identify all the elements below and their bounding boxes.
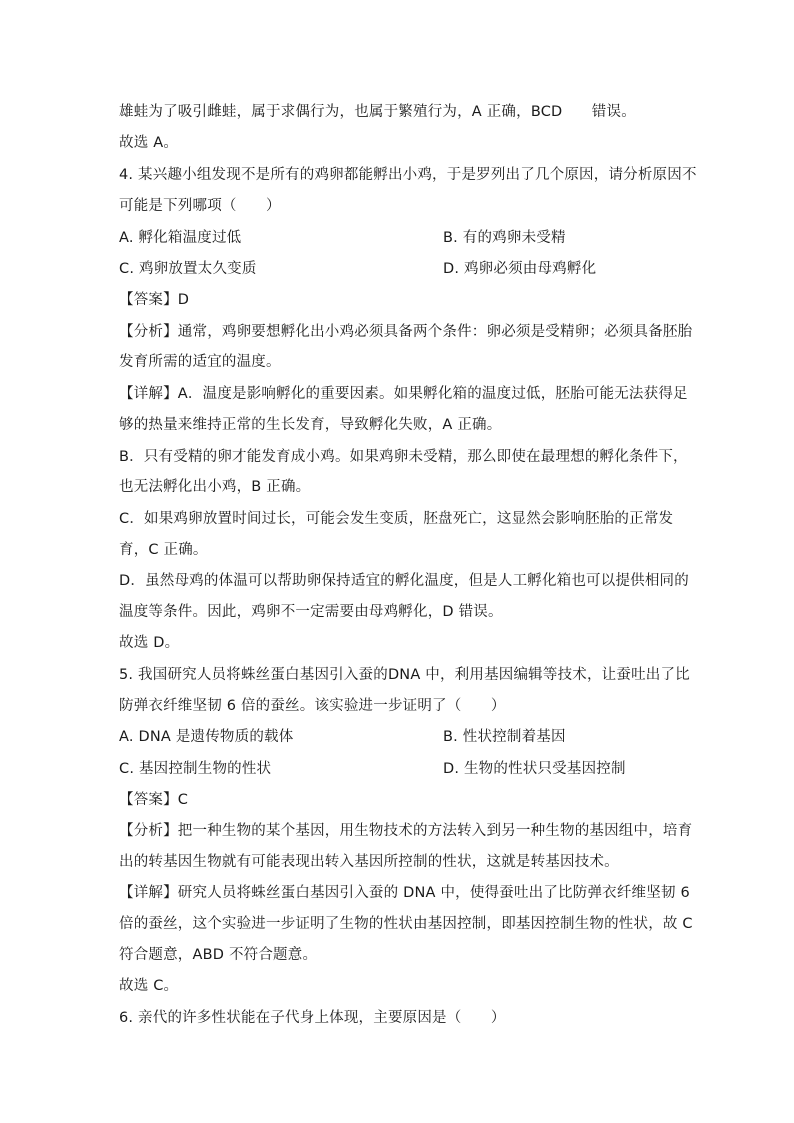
detail-text: 符合题意，ABD 不符合题意。 — [119, 947, 318, 963]
analysis-text: 【分析】把一种生物的某个基因，用生物技术的方法转入到另一种生物的基因组中，培育 — [119, 823, 693, 839]
answer-label: 【答案】C — [119, 792, 189, 808]
detail-text: 温度等条件。因此，鸡卵不一定需要由母鸡孵化，D 错误。 — [119, 604, 503, 620]
detail-text: 育，C 正确。 — [119, 542, 208, 558]
text-line: 雄蛙为了吸引雌蛙，属于求偶行为，也属于繁殖行为，A 正确，BCD 错误。 — [119, 104, 636, 120]
detail-text: 【详解】A．温度是影响孵化的重要因素。如果孵化箱的温度过低，胚胎可能无法获得足 — [119, 386, 688, 402]
conclusion-text: 故选 C。 — [119, 978, 179, 994]
text-line: 故选 A。 — [119, 135, 179, 151]
question-4-option-b: B. 有的鸡卵未受精 — [443, 230, 566, 246]
question-5-option-d: D. 生物的性状只受基因控制 — [443, 761, 626, 777]
question-5-option-a: A. DNA 是遗传物质的载体 — [119, 729, 294, 745]
question-4-option-d: D. 鸡卵必须由母鸡孵化 — [443, 261, 597, 277]
detail-text: 【详解】研究人员将蛛丝蛋白基因引入蚕的 DNA 中，使得蚕吐出了比防弹衣纤维坚韧 6 — [119, 885, 690, 901]
question-6-stem: 6. 亲代的许多性状能在子代身上体现，主要原因是（ ） — [119, 1010, 506, 1026]
detail-text: C．如果鸡卵放置时间过长，可能会发生变质，胚盘死亡，这显然会影响胚胎的正常发 — [119, 511, 674, 527]
conclusion-text: 故选 D。 — [119, 635, 180, 651]
question-4-option-c: C. 鸡卵放置太久变质 — [119, 261, 257, 277]
analysis-text: 发育所需的适宜的温度。 — [119, 354, 281, 370]
analysis-text: 【分析】通常，鸡卵要想孵化出小鸡必须具备两个条件：卵必须是受精卵；必须具备胚胎 — [119, 324, 693, 340]
detail-text: D．虽然母鸡的体温可以帮助卵保持适宜的孵化温度，但是人工孵化箱也可以提供相同的 — [119, 573, 689, 589]
question-5-stem: 防弹衣纤维坚韧 6 倍的蚕丝。该实验进一步证明了（ ） — [119, 698, 506, 714]
question-5-stem: 5. 我国研究人员将蛛丝蛋白基因引入蚕的DNA 中，利用基因编辑等技术，让蚕吐出了比 — [119, 667, 690, 683]
question-4-stem: 4. 某兴趣小组发现不是所有的鸡卵都能孵出小鸡，于是罗列出了几个原因，请分析原因不 — [119, 167, 697, 183]
question-4-stem: 可能是下列哪项（ ） — [119, 198, 281, 214]
answer-label: 【答案】D — [119, 292, 190, 308]
question-4-option-a: A. 孵化箱温度过低 — [119, 230, 242, 246]
detail-text: 也无法孵化出小鸡，B 正确。 — [119, 479, 311, 495]
detail-text: 够的热量来维持正常的生长发育，导致孵化失败，A 正确。 — [119, 417, 502, 433]
question-5-option-c: C. 基因控制生物的性状 — [119, 761, 272, 777]
detail-text: 倍的蚕丝，这个实验进一步证明了生物的性状由基因控制，即基因控制生物的性状，故 C — [119, 916, 693, 932]
question-5-option-b: B. 性状控制着基因 — [443, 729, 566, 745]
detail-text: B．只有受精的卵才能发育成小鸡。如果鸡卵未受精，那么即使在最理想的孵化条件下， — [119, 449, 688, 465]
analysis-text: 出的转基因生物就有可能表现出转入基因所控制的性状，这就是转基因技术。 — [119, 854, 619, 870]
